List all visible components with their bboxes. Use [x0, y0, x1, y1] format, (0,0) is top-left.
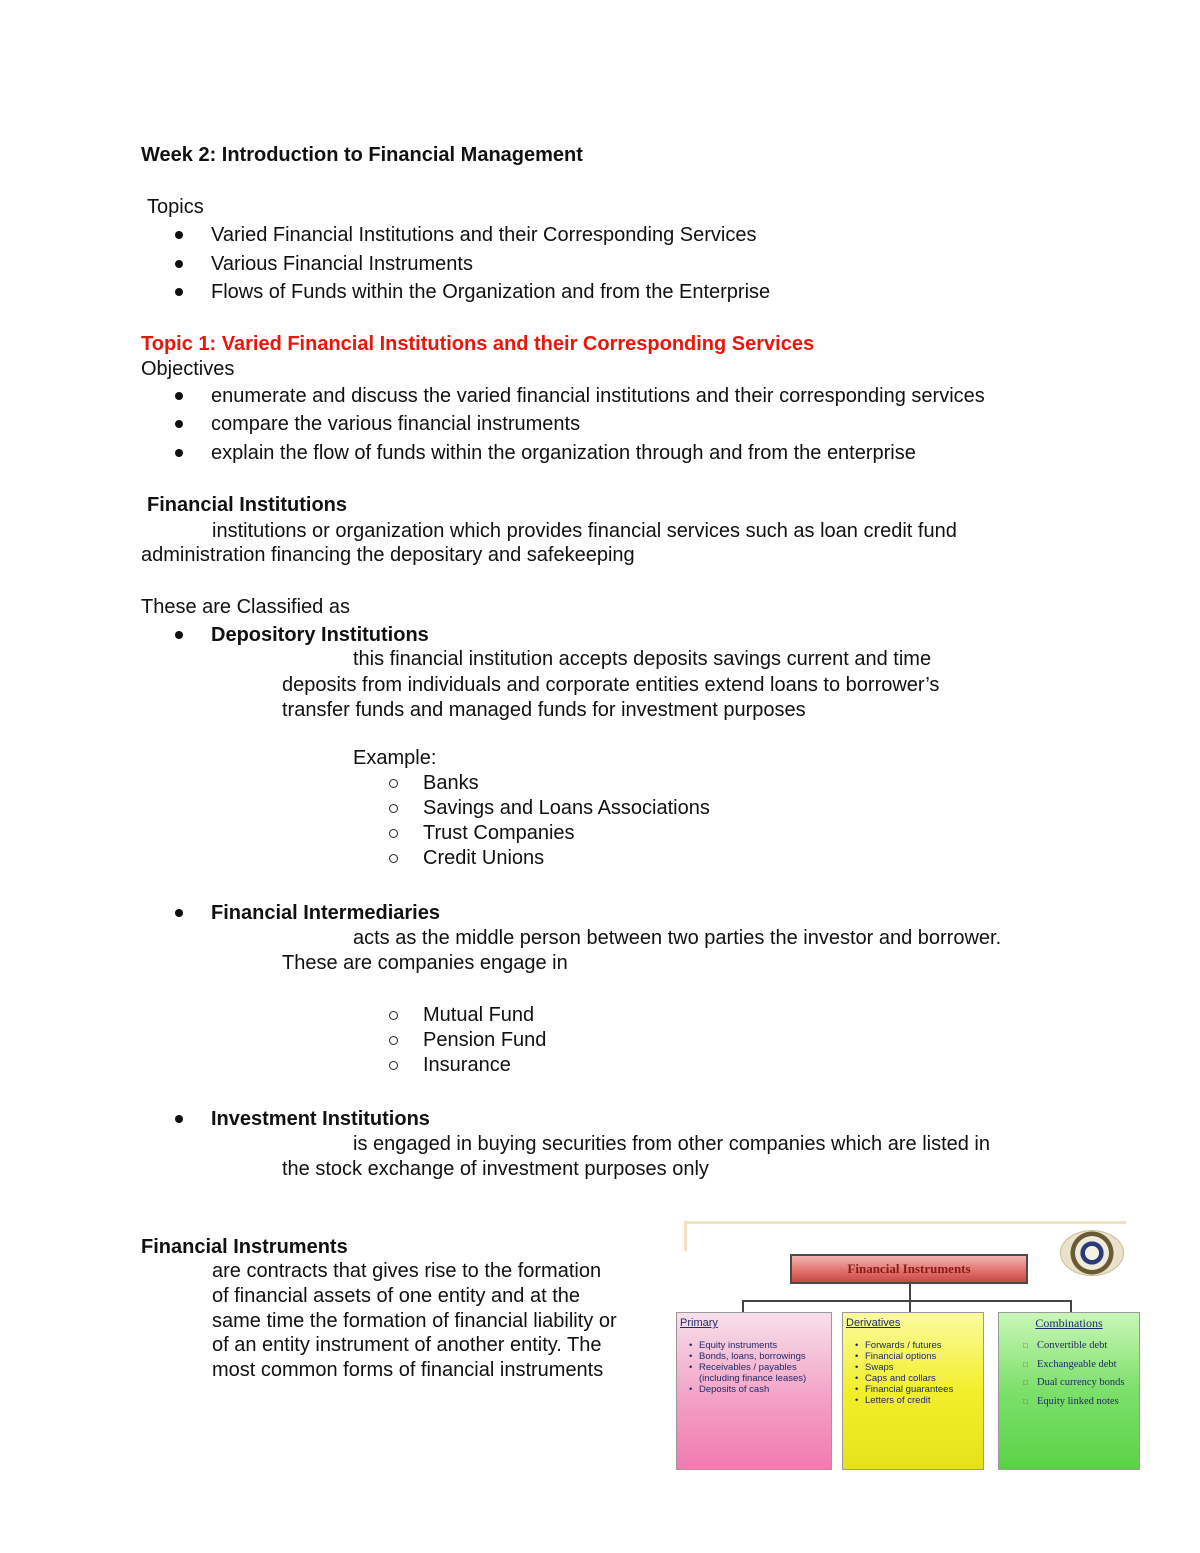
objective-item: enumerate and discuss the varied financial institutions and their corresponding services — [211, 385, 985, 407]
derivative-item: • Swaps — [865, 1362, 983, 1373]
derivative-item: • Forwards / futures — [865, 1340, 983, 1351]
circle-bullet-icon — [389, 829, 398, 838]
circle-bullet-icon — [389, 854, 398, 863]
diagram-title: Financial Instruments — [790, 1254, 1028, 1284]
depository-text: this financial institution accepts deposits savings current and time — [353, 648, 932, 670]
frame-border — [684, 1221, 1126, 1224]
primary-item: • Receivables / payables (including finance leases) — [699, 1362, 831, 1384]
investment-heading: Investment Institutions — [211, 1108, 430, 1130]
depository-text: deposits from individuals and corporate entities extend loans to borrower’s — [282, 674, 940, 696]
primary-item: • Equity instruments — [699, 1340, 831, 1351]
derivative-item: • Financial guarantees — [865, 1384, 983, 1395]
seal-logo-icon — [1060, 1230, 1124, 1276]
derivative-item: • Financial options — [865, 1351, 983, 1362]
bullet-icon — [175, 449, 183, 457]
connector-line — [1070, 1300, 1072, 1312]
circle-bullet-icon — [389, 1061, 398, 1070]
topic-item: Flows of Funds within the Organization and from the Enterprise — [211, 281, 771, 303]
intermediary-item: Mutual Fund — [423, 1004, 535, 1026]
fin-instr-text: most common forms of financial instruments — [212, 1359, 604, 1381]
bullet-icon — [175, 1115, 183, 1123]
topic-item: Varied Financial Institutions and their Corresponding Services — [211, 224, 757, 246]
topics-label: Topics — [147, 196, 204, 218]
financial-instruments-heading: Financial Instruments — [141, 1236, 348, 1258]
topic-item: Various Financial Instruments — [211, 253, 473, 275]
investment-text: is engaged in buying securities from other companies which are listed in — [353, 1133, 991, 1155]
fin-instr-text: of an entity instrument of another entity. The — [212, 1334, 602, 1356]
connector-line — [742, 1300, 1072, 1302]
intermediaries-text: acts as the middle person between two parties the investor and borrower. — [353, 927, 1002, 949]
primary-label: Primary — [680, 1317, 718, 1329]
circle-bullet-icon — [389, 1036, 398, 1045]
bullet-icon — [175, 909, 183, 917]
classified-as-label: These are Classified as — [141, 596, 350, 618]
primary-item: • Bonds, loans, borrowings — [699, 1351, 831, 1362]
bullet-icon — [175, 288, 183, 296]
financial-institutions-heading: Financial Institutions — [147, 494, 348, 516]
depository-text: transfer funds and managed funds for investment purposes — [282, 699, 806, 721]
intermediaries-heading: Financial Intermediaries — [211, 902, 440, 924]
intermediaries-text: These are companies engage in — [282, 952, 568, 974]
example-label: Example: — [353, 747, 437, 769]
example-item: Savings and Loans Associations — [423, 797, 710, 819]
connector-line — [909, 1300, 911, 1312]
connector-line — [909, 1284, 911, 1300]
bullet-icon — [175, 420, 183, 428]
objective-item: explain the flow of funds within the organization through and from the enterprise — [211, 442, 916, 464]
frame-border — [684, 1221, 687, 1251]
fin-instr-text: of financial assets of one entity and at the — [212, 1285, 581, 1307]
fi-definition-line: administration financing the depositary and safekeeping — [141, 544, 635, 566]
example-item: Banks — [423, 772, 479, 794]
depository-heading: Depository Institutions — [211, 624, 429, 646]
combination-item: □ Convertible debt — [1037, 1340, 1139, 1352]
derivatives-column — [842, 1312, 984, 1470]
financial-instruments-diagram — [674, 1218, 1126, 1474]
intermediary-item: Pension Fund — [423, 1029, 547, 1051]
circle-bullet-icon — [389, 804, 398, 813]
bullet-icon — [175, 631, 183, 639]
connector-line — [742, 1300, 744, 1312]
fin-instr-text: are contracts that gives rise to the formation — [212, 1260, 602, 1282]
primary-item: • Deposits of cash — [699, 1384, 831, 1395]
combination-item: □ Dual currency bonds — [1037, 1377, 1139, 1389]
example-item: Credit Unions — [423, 847, 545, 869]
investment-text: the stock exchange of investment purposes only — [282, 1158, 709, 1180]
page-title: Week 2: Introduction to Financial Management — [141, 144, 583, 166]
primary-column — [676, 1312, 832, 1470]
combination-item: □ Exchangeable debt — [1037, 1359, 1139, 1371]
derivative-item: • Letters of credit — [865, 1395, 983, 1406]
fi-definition-line: institutions or organization which provides financial services such as loan credit fund — [212, 520, 957, 542]
derivative-item: • Caps and collars — [865, 1373, 983, 1384]
topic1-heading: Topic 1: Varied Financial Institutions and their Corresponding Services — [141, 333, 815, 355]
objective-item: compare the various financial instruments — [211, 413, 581, 435]
bullet-icon — [175, 231, 183, 239]
bullet-icon — [175, 260, 183, 268]
intermediary-item: Insurance — [423, 1054, 511, 1076]
derivatives-label: Derivatives — [846, 1317, 901, 1329]
bullet-icon — [175, 392, 183, 400]
combination-item: □ Equity linked notes — [1037, 1396, 1139, 1408]
circle-bullet-icon — [389, 1011, 398, 1020]
fin-instr-text: same time the formation of financial liability or — [212, 1310, 617, 1332]
example-item: Trust Companies — [423, 822, 575, 844]
combinations-label: Combinations — [1035, 1316, 1103, 1330]
combinations-column — [998, 1312, 1140, 1470]
objectives-label: Objectives — [141, 358, 235, 380]
circle-bullet-icon — [389, 779, 398, 788]
